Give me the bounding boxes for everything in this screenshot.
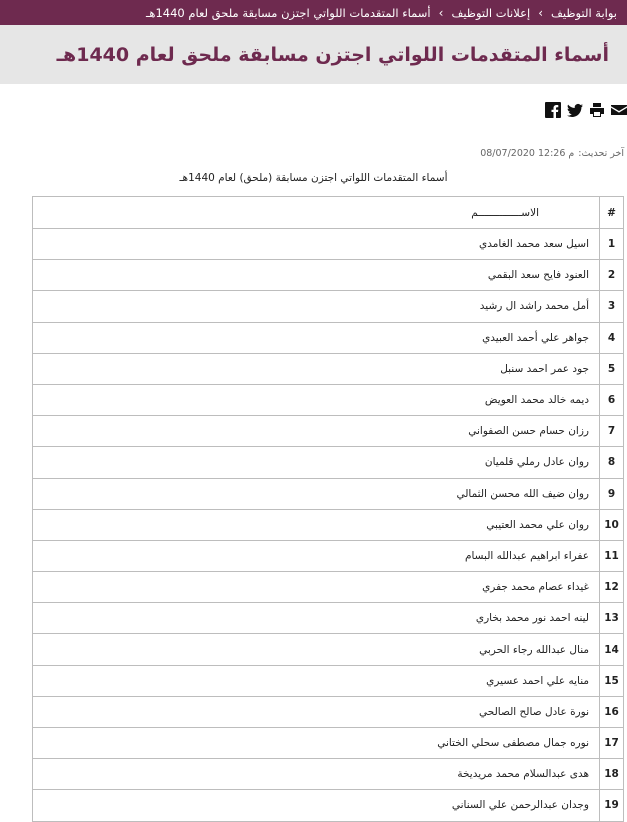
table-container	[0, 190, 627, 822]
table-row	[33, 260, 624, 291]
row-name: جود عمر احمد سنبل	[33, 353, 600, 384]
row-name: أمل محمد راشد ال رشيد	[33, 291, 600, 322]
share-icons	[545, 102, 627, 118]
row-number: 5	[600, 353, 624, 384]
table-row	[33, 478, 624, 509]
row-number: 3	[600, 291, 624, 322]
table-row	[33, 728, 624, 759]
row-name: نورة عادل صالح الصالحي	[33, 696, 600, 727]
row-name: ديمه خالد محمد العويض	[33, 384, 600, 415]
row-name: لينه احمد نور محمد بخاري	[33, 603, 600, 634]
table-row	[33, 322, 624, 353]
chevron-left-icon: ›	[438, 5, 444, 20]
row-number: 18	[600, 759, 624, 790]
row-number: 12	[600, 572, 624, 603]
twitter-icon[interactable]	[567, 102, 583, 118]
row-name: روان ضيف الله محسن الثمالي	[33, 478, 600, 509]
table-row	[33, 665, 624, 696]
row-number: 4	[600, 322, 624, 353]
table-row	[33, 384, 624, 415]
row-number: 2	[600, 260, 624, 291]
names-table	[32, 196, 624, 822]
header-number: #	[600, 197, 624, 229]
row-name: عفراء ابراهيم عبدالله البسام	[33, 540, 600, 571]
table-row	[33, 572, 624, 603]
last-updated-label: آخر تحديث:	[578, 147, 624, 159]
title-bar	[0, 25, 627, 84]
table-row	[33, 696, 624, 727]
breadcrumb-ads-link[interactable]: إعلانات التوظيف	[451, 5, 531, 20]
row-number: 8	[600, 447, 624, 478]
row-number: 9	[600, 478, 624, 509]
table-row	[33, 509, 624, 540]
row-number: 16	[600, 696, 624, 727]
row-name: روان علي محمد العتيبي	[33, 509, 600, 540]
last-updated	[0, 136, 627, 170]
page-title: أسماء المتقدمات اللواتي اجتزن مسابقة ملحق لعام 1440هـ	[56, 43, 609, 66]
row-name: وجدان عبدالرحمن علي السناني	[33, 790, 600, 821]
row-name: غيداء عصام محمد جفري	[33, 572, 600, 603]
row-name: جواهر علي أحمد العبيدي	[33, 322, 600, 353]
row-name: روان عادل رملي قلميان	[33, 447, 600, 478]
table-row	[33, 447, 624, 478]
row-number: 11	[600, 540, 624, 571]
row-name: منايه علي احمد عسيري	[33, 665, 600, 696]
row-name: اسيل سعد محمد الغامدي	[33, 229, 600, 260]
print-icon[interactable]	[589, 102, 605, 118]
table-row	[33, 229, 624, 260]
row-name: رزان حسام حسن الصفواني	[33, 416, 600, 447]
row-name: العنود فايح سعد البقمي	[33, 260, 600, 291]
row-number: 19	[600, 790, 624, 821]
table-row	[33, 291, 624, 322]
row-number: 7	[600, 416, 624, 447]
row-number: 10	[600, 509, 624, 540]
table-header-row	[33, 197, 624, 229]
table-row	[33, 416, 624, 447]
share-row	[0, 84, 627, 136]
facebook-icon[interactable]	[545, 102, 561, 118]
row-number: 13	[600, 603, 624, 634]
breadcrumb	[0, 0, 627, 25]
table-row	[33, 634, 624, 665]
row-name: منال عبدالله رجاء الحربي	[33, 634, 600, 665]
row-number: 14	[600, 634, 624, 665]
row-number: 15	[600, 665, 624, 696]
last-updated-value: 08/07/2020 12:26 م	[480, 147, 575, 159]
table-row	[33, 540, 624, 571]
chevron-left-icon: ›	[538, 5, 543, 20]
breadcrumb-current: أسماء المتقدمات اللواتي اجتزن مسابقة ملحق لعام 1440هـ	[146, 5, 431, 20]
table-row	[33, 759, 624, 790]
row-name: نوره جمال مصطفى سحلي الختاني	[33, 728, 600, 759]
email-icon[interactable]	[611, 102, 627, 118]
row-number: 1	[600, 229, 624, 260]
row-number: 6	[600, 384, 624, 415]
table-row	[33, 353, 624, 384]
table-row	[33, 790, 624, 821]
breadcrumb-home-link[interactable]: بوابة التوظيف	[551, 5, 617, 20]
header-name: الاســــــــــــــم	[33, 197, 600, 229]
table-caption: أسماء المتقدمات اللواتي اجتزن مسابقة (ملحق) لعام 1440هـ	[179, 172, 448, 184]
row-number: 17	[600, 728, 624, 759]
table-row	[33, 603, 624, 634]
row-name: هدى عبدالسلام محمد مريديخة	[33, 759, 600, 790]
